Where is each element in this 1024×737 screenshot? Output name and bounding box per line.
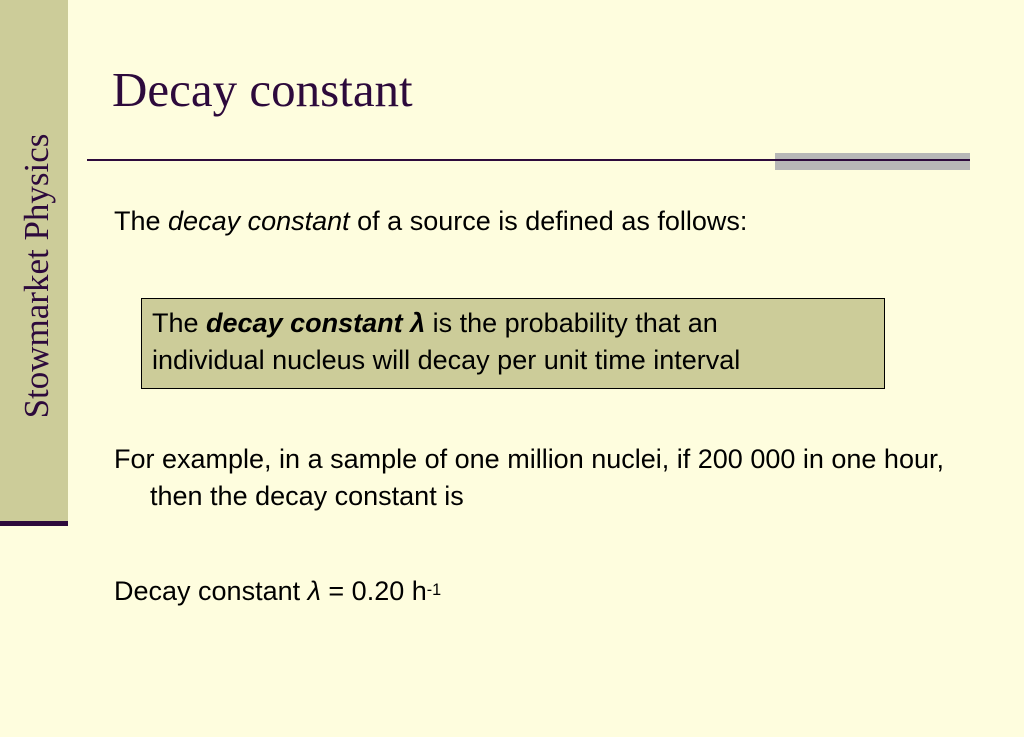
definition-term: decay constant λ [206, 308, 426, 338]
result-paragraph [114, 573, 964, 610]
definition-line-1 [152, 305, 884, 342]
result-symbol: λ [307, 576, 321, 606]
definition-line-2: individual nucleus will decay per unit time interval [152, 345, 741, 375]
slide-title: Decay constant [112, 62, 413, 117]
sidebar-bottom-bar [0, 521, 68, 526]
result-value: = 0.20 h [320, 576, 427, 606]
intro-paragraph [114, 203, 964, 240]
result-label: Decay constant [114, 576, 308, 606]
intro-text-after: of a source is defined as follows: [349, 206, 748, 236]
intro-text-before: The [114, 206, 169, 236]
definition-text-after: is the probability that an [425, 308, 718, 338]
example-paragraph: For example, in a sample of one million nuclei, if 200 000 in one hour, then the decay constant is [114, 444, 944, 511]
sidebar-label: Stowmarket Physics [17, 133, 56, 419]
title-rule [87, 159, 970, 161]
result-exponent: -1 [426, 581, 442, 600]
definition-box [141, 298, 885, 389]
intro-term: decay constant [168, 206, 350, 236]
title-rule-accent [775, 153, 970, 170]
definition-text-before: The [152, 308, 207, 338]
